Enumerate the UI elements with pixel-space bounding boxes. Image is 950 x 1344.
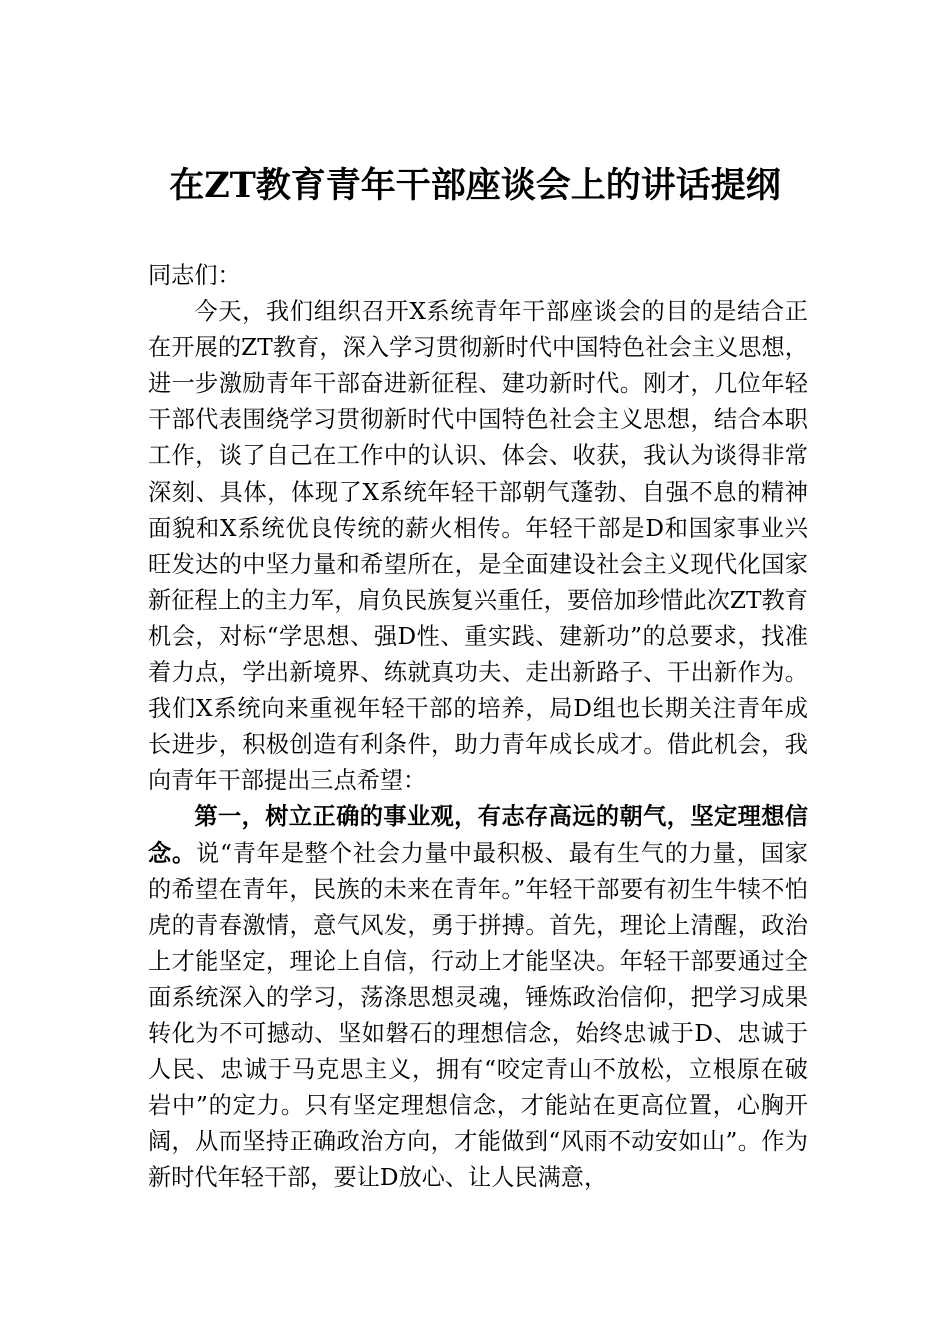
first-point-heading: 第一，树立正确的事业观，有志存高远的朝气，坚定理想信念。 xyxy=(148,803,808,867)
first-point-body: 说“青年是整个社会力量中最积极、最有生气的力量，国家的希望在青年，民族的未来在青年。”年轻干部要有初生牛犊不怕虎的青春激情，意气风发，勇于拼搏。首先，理论上清醒，政治上才能坚定，理论上自信，行动上才能坚决。年轻干部要通过全面系统深入的学习，荡涤思想灵魂，锤炼政治信仰，把学习成果转化为不可撼动、坚如磐石的理想信念，始终忠诚于D、忠诚于人民、忠诚于马克思主义，拥有“咬定青山不放松，立根原在破岩中”的定力。只有坚定理想信念，才能站在更高位置，心胸开阔，从而坚持正确政治方向，才能做到“风雨不动安如山”。作为新时代年轻干部，要让D放心、让人民满意， xyxy=(148,839,808,1192)
document-body xyxy=(148,258,808,1196)
document-title: 在ZT教育青年干部座谈会上的讲话提纲 xyxy=(169,165,781,206)
salutation: 同志们： xyxy=(148,262,241,289)
paragraph-intro: 今天，我们组织召开X系统青年干部座谈会的目的是结合正在开展的ZT教育，深入学习贯彻新时代中国特色社会主义思想，进一步激励青年干部奋进新征程、建功新时代。刚才，几位年轻干部代表围绕学习贯彻新时代中国特色社会主义思想，结合本职工作，谈了自己在工作中的认识、体会、收获，我认为谈得非常深刻、具体，体现了X系统年轻干部朝气蓬勃、自强不息的精神面貌和X系统优良传统的薪火相传。年轻干部是D和国家事业兴旺发达的中坚力量和希望所在，是全面建设社会主义现代化国家新征程上的主力军，肩负民族复兴重任，要倍加珍惜此次ZT教育机会，对标“学思想、强D性、重实践、建新功”的总要求，找准着力点，学出新境界、练就真功夫、走出新路子、干出新作为。我们X系统向来重视年轻干部的培养，局D组也长期关注青年成长进步，积极创造有利条件，助力青年成长成才。借此机会，我向青年干部提出三点希望： xyxy=(148,298,808,795)
paragraph-first-point xyxy=(148,799,808,1196)
